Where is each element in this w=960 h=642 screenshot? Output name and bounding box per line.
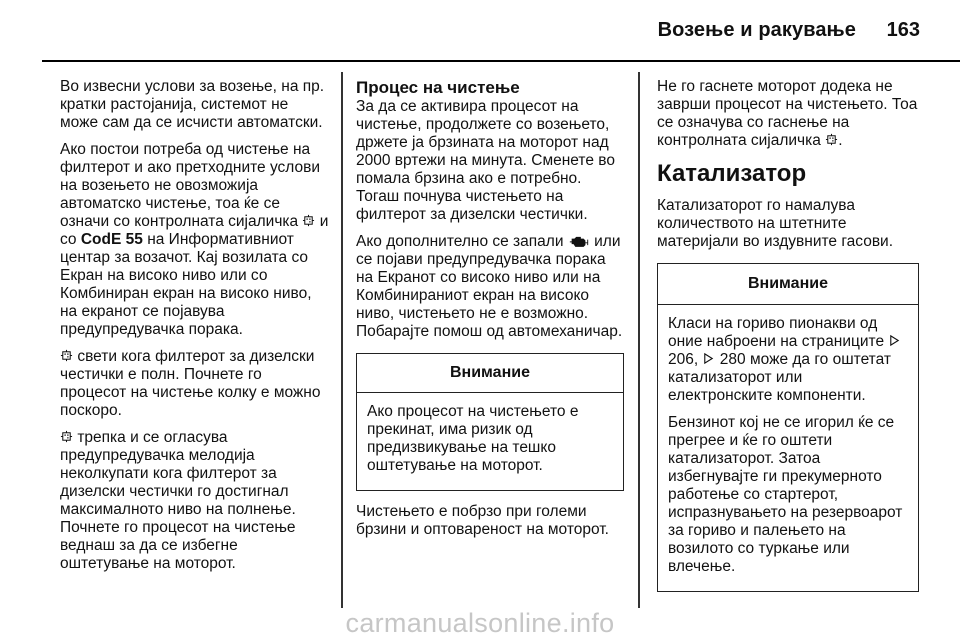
paragraph: Катализаторот го намалува количеството на штетните материјали во издувните гасови. bbox=[657, 197, 894, 250]
paragraph: Во извесни услови за возење, на пр. кратки растојанија, системот не може сам да се исчисти автоматски. bbox=[60, 78, 325, 131]
paragraph: Чистењето е побрзо при големи брзини и оптовареност на моторот. bbox=[356, 503, 609, 538]
header-rule bbox=[42, 60, 960, 62]
paragraph: Не го гаснете моторот додека не заврши процесот на чистењето. Тоа се означува со гаснење на контролната сијаличка . bbox=[657, 78, 918, 149]
warning-box bbox=[657, 263, 919, 592]
warning-title: Внимание bbox=[357, 354, 623, 393]
warning-box bbox=[356, 353, 624, 491]
dpf-warning-icon bbox=[60, 349, 73, 362]
watermark: carmanualsonline.info bbox=[345, 607, 615, 638]
page-ref-arrow-icon bbox=[702, 352, 715, 365]
section-heading: Катализатор bbox=[657, 160, 807, 187]
code-text: CodE 55 bbox=[80, 231, 143, 248]
section-heading: Процес на чистење bbox=[356, 78, 520, 97]
page-ref[interactable]: 206, bbox=[668, 351, 699, 368]
paragraph: За да се активира процесот на чистење, продолжете со возењето, држете ја брзината на моторот над 2000 вртежи на минута. Сменете во помала брзина ако е потребно. Тогаш почнува чистењето на филтерот за дизелски честички. bbox=[356, 98, 615, 223]
warning-title: Внимание bbox=[658, 264, 918, 305]
paragraph: свети кога филтерот за дизелски честички е полн. Почнете го процесот на чистење колку е можно поскоро. bbox=[60, 348, 321, 419]
column-2 bbox=[356, 78, 624, 548]
warning-text: Класи на гориво пионакви од оние наброени на страниците 206, 280 може да го оштетат катализаторот или електронските компоненти. bbox=[668, 315, 908, 405]
column-divider-2 bbox=[638, 72, 640, 608]
page-ref[interactable]: 280 bbox=[719, 351, 746, 368]
warning-body bbox=[357, 393, 623, 490]
warning-text: Ако процесот на чистењето е прекинат, има ризик од предизвикување на тешко оштетување на моторот. bbox=[367, 403, 579, 474]
warning-text: Бензинот кој не се игорил ќе се прегрее и ќе го оштети катализаторот. Затоа избегнувајте ги прекумерното работење со стартерот, испразнувањето на резервоарот за гориво и палењето на возилото со туркање или влечење. bbox=[668, 414, 903, 575]
warning-body bbox=[658, 305, 918, 591]
page-ref-arrow-icon bbox=[888, 334, 901, 347]
paragraph: Ако постои потреба од чистење на филтерот и ако претходните услови на возењето не овозможија автоматско чистење, тоа ќе се означи со контролната сијаличка и со CodE 55 на Информативниот центар за возачот. Кај возилата со Екран на високо ниво или со Комбиниран екран на високо ниво, на екранот се појавува предупредувачка порака. bbox=[60, 141, 329, 338]
page-number: 163 bbox=[886, 19, 920, 41]
section-title: Возење и ракување bbox=[657, 19, 856, 41]
column-1 bbox=[60, 78, 330, 582]
dpf-warning-icon bbox=[302, 214, 315, 227]
paragraph: Ако дополнително се запали или се појави предупредувачка порака на Екранот со високо ниво или на Комбинираниот екран на високо ниво, чистењето не е возможно. Побарајте помош од автомеханичар. bbox=[356, 233, 623, 340]
column-divider-1 bbox=[341, 72, 343, 608]
engine-warning-icon bbox=[568, 234, 590, 247]
column-3 bbox=[657, 78, 919, 592]
paragraph: трепка и се огласува предупредувачка мелодија неколкупати кога филтерот за дизелски честички го достигнал максималното ниво на полнење. Почнете го процесот на чистење веднаш за да се избегне оштетување на моторот. bbox=[60, 429, 296, 572]
dpf-warning-icon bbox=[825, 133, 838, 146]
dpf-warning-icon bbox=[60, 430, 73, 443]
page-header bbox=[0, 0, 960, 60]
